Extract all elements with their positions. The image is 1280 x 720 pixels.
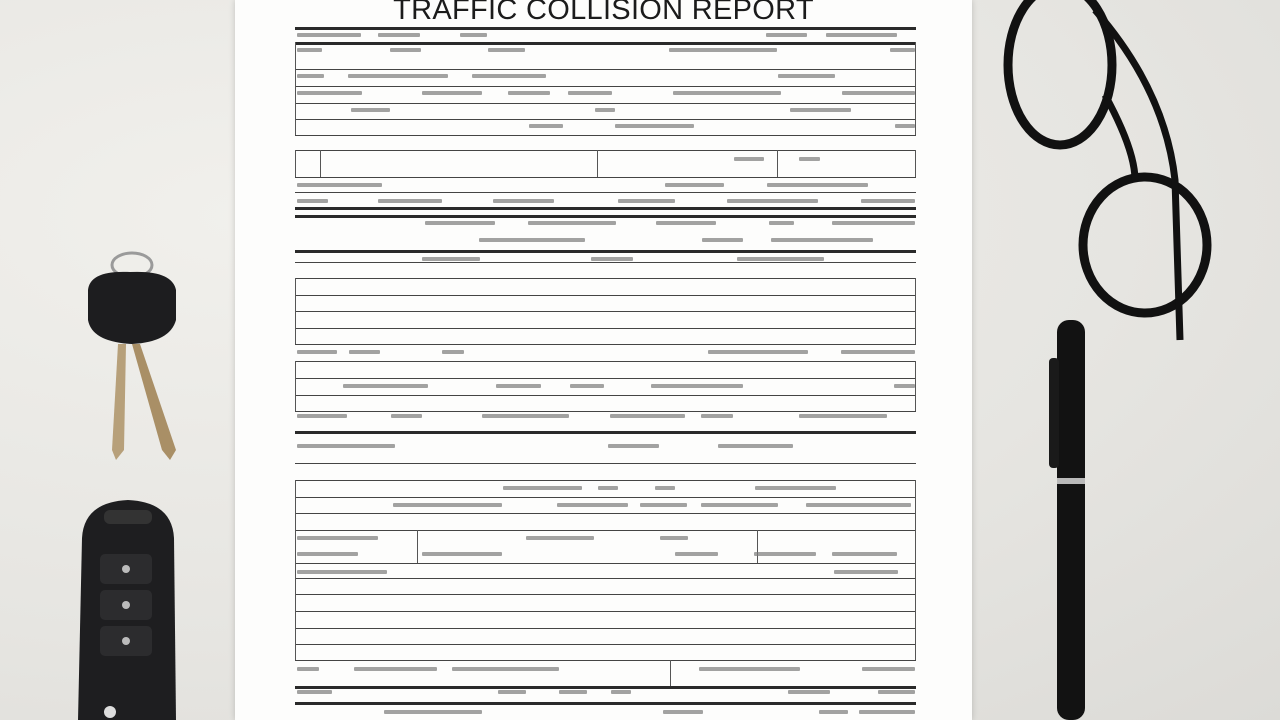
form-field-label	[655, 486, 675, 490]
form-divider	[295, 480, 296, 660]
form-field-label	[598, 486, 618, 490]
form-rule	[295, 311, 916, 312]
form-rule	[295, 513, 916, 514]
form-field-label	[297, 667, 319, 671]
form-field-label	[496, 384, 541, 388]
form-divider	[915, 150, 916, 177]
form-field-label	[297, 350, 337, 354]
form-field-label	[859, 710, 915, 714]
form-field-label	[766, 33, 807, 37]
form-divider	[320, 150, 321, 177]
form-field-label	[343, 384, 428, 388]
form-divider	[295, 278, 296, 344]
form-field-label	[799, 414, 887, 418]
form-field-label	[862, 667, 915, 671]
form-rule	[295, 497, 916, 498]
form-rule	[295, 395, 916, 396]
form-field-label	[488, 48, 525, 52]
form-field-label	[568, 91, 612, 95]
form-divider	[295, 150, 296, 177]
form-divider	[915, 361, 916, 411]
form-rule-thick	[295, 702, 916, 705]
form-field-label	[842, 91, 915, 95]
form-field-label	[297, 33, 361, 37]
form-rule	[295, 611, 916, 612]
form-rule	[295, 295, 916, 296]
form-field-label	[799, 157, 820, 161]
form-rule	[295, 578, 916, 579]
form-field-label	[351, 108, 390, 112]
form-field-label	[559, 690, 587, 694]
form-rule	[295, 530, 916, 531]
form-field-label	[393, 503, 503, 507]
form-field-label	[378, 199, 443, 203]
form-field-label	[378, 33, 420, 37]
form-rule	[295, 119, 916, 120]
form-rule	[295, 344, 916, 345]
form-field-label	[610, 414, 685, 418]
form-field-label	[894, 384, 915, 388]
form-field-label	[297, 570, 387, 574]
form-rule-thick	[295, 207, 916, 210]
form-field-label	[528, 221, 616, 225]
form-field-label	[595, 108, 616, 112]
form-field-label	[669, 48, 778, 52]
form-field-label	[701, 414, 734, 418]
form-rule	[295, 69, 916, 70]
form-rule	[295, 262, 916, 263]
form-field-label	[591, 257, 634, 261]
form-field-label	[611, 690, 631, 694]
form-rule	[295, 150, 916, 151]
form-field-label	[675, 552, 718, 556]
form-field-label	[806, 503, 911, 507]
form-field-label	[391, 414, 422, 418]
form-rule	[295, 411, 916, 412]
form-rule	[295, 103, 916, 104]
form-field-label	[834, 570, 899, 574]
form-field-label	[503, 486, 582, 490]
form-field-label	[297, 74, 324, 78]
form-field-label	[826, 33, 896, 37]
form-field-label	[701, 503, 778, 507]
form-divider	[757, 530, 758, 563]
form-field-label	[615, 124, 694, 128]
form-field-label	[778, 74, 835, 78]
form-field-label	[618, 199, 675, 203]
form-field-label	[348, 74, 448, 78]
form-field-label	[482, 414, 569, 418]
form-divider	[597, 150, 598, 177]
form-field-label	[640, 503, 688, 507]
form-field-label	[788, 690, 830, 694]
form-field-label	[442, 350, 465, 354]
form-field-label	[771, 238, 873, 242]
form-divider	[417, 530, 418, 563]
form-field-label	[297, 414, 347, 418]
form-field-label	[384, 710, 482, 714]
form-field-label	[479, 238, 585, 242]
form-rule	[295, 278, 916, 279]
form-field-label	[390, 48, 421, 52]
form-field-label	[699, 667, 801, 671]
form-rule	[295, 361, 916, 362]
form-title: TRAFFIC COLLISION REPORT	[393, 0, 814, 26]
form-field-label	[570, 384, 604, 388]
form-rule-thick	[295, 431, 916, 434]
form-field-label	[832, 552, 897, 556]
form-field-label	[498, 690, 526, 694]
form-field-label	[878, 690, 915, 694]
form-rule-thick	[295, 250, 916, 253]
form-divider	[915, 278, 916, 344]
form-rule	[295, 480, 916, 481]
form-rule	[295, 177, 916, 178]
form-divider	[777, 150, 778, 177]
form-rule-thick	[295, 686, 916, 689]
form-field-label	[297, 552, 358, 556]
car-keys	[80, 250, 190, 470]
form-field-label	[460, 33, 487, 37]
form-field-label	[767, 183, 869, 187]
form-rule	[295, 378, 916, 379]
form-field-label	[297, 690, 332, 694]
form-field-label	[663, 710, 703, 714]
form-field-label	[832, 221, 915, 225]
form-field-label	[425, 221, 495, 225]
form-field-label	[702, 238, 743, 242]
key-fob	[72, 498, 184, 720]
form-divider	[915, 480, 916, 660]
form-field-label	[297, 91, 362, 95]
form-field-label	[673, 91, 780, 95]
form-field-label	[737, 257, 824, 261]
form-field-label	[656, 221, 716, 225]
form-rule-thick	[295, 27, 916, 30]
form-field-label	[493, 199, 554, 203]
form-field-label	[422, 91, 483, 95]
form-field-label	[422, 552, 502, 556]
form-field-label	[708, 350, 808, 354]
pen	[1045, 318, 1095, 720]
form-field-label	[895, 124, 915, 128]
form-field-label	[472, 74, 546, 78]
form-rule	[295, 644, 916, 645]
form-field-label	[557, 503, 628, 507]
form-rule	[295, 594, 916, 595]
form-field-label	[841, 350, 915, 354]
form-field-label	[890, 48, 915, 52]
form-field-label	[819, 710, 847, 714]
form-rule	[295, 628, 916, 629]
form-divider	[295, 42, 296, 135]
form-field-label	[769, 221, 794, 225]
eyeglasses	[995, 0, 1225, 350]
form-field-label	[508, 91, 549, 95]
form-field-label	[529, 124, 563, 128]
form-rule-thick	[295, 215, 916, 218]
form-divider	[295, 361, 296, 411]
form-rule-thick	[295, 42, 916, 45]
form-field-label	[354, 667, 437, 671]
collision-report-form	[235, 0, 972, 720]
form-field-label	[349, 350, 380, 354]
form-field-label	[651, 384, 742, 388]
form-field-label	[608, 444, 659, 448]
form-field-label	[660, 536, 688, 540]
form-field-label	[727, 199, 818, 203]
form-rule	[295, 135, 916, 136]
form-rule	[295, 86, 916, 87]
form-field-label	[297, 48, 322, 52]
form-rule	[295, 563, 916, 564]
form-field-label	[718, 444, 793, 448]
form-field-label	[422, 257, 480, 261]
form-rule	[295, 328, 916, 329]
form-rule	[295, 463, 916, 464]
form-field-label	[526, 536, 594, 540]
form-field-label	[790, 108, 851, 112]
form-divider	[670, 660, 671, 686]
form-divider	[915, 42, 916, 135]
form-field-label	[452, 667, 559, 671]
form-rule	[295, 660, 916, 661]
form-field-label	[297, 183, 382, 187]
form-field-label	[734, 157, 764, 161]
form-field-label	[297, 536, 378, 540]
form-field-label	[297, 199, 328, 203]
form-field-label	[755, 486, 835, 490]
form-rule	[295, 192, 916, 193]
form-field-label	[665, 183, 725, 187]
form-field-label	[297, 444, 395, 448]
form-field-label	[754, 552, 815, 556]
form-field-label	[861, 199, 915, 203]
